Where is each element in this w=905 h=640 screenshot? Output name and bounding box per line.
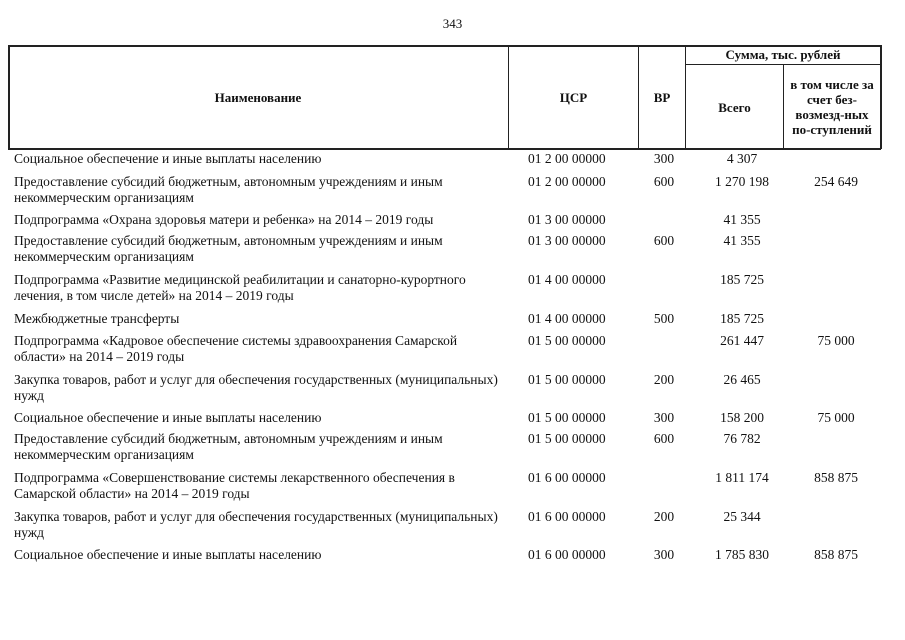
row-vr: 500	[653, 311, 675, 326]
row-name: Подпрограмма «Развитие медицинской реабилитации и санаторно-курортного лечения, в том числе детей» на 2014 – 2019 годы	[14, 272, 466, 303]
row-csr: 01 2 00 00000	[528, 174, 606, 189]
row-total: 158 200	[720, 410, 764, 425]
header-vr: ВР	[653, 89, 671, 105]
row-total: 185 725	[720, 272, 764, 287]
row-csr: 01 6 00 00000	[528, 509, 606, 524]
header-incl-free: в том числе за счет без-возмезд-ных по-ступлений	[790, 77, 874, 137]
row-total: 41 355	[723, 233, 761, 248]
row-csr: 01 4 00 00000	[528, 311, 606, 326]
header-sum: Сумма, тыс. рублей	[725, 47, 841, 62]
row-csr: 01 3 00 00000	[528, 212, 606, 227]
row-vr: 300	[653, 410, 675, 425]
header-csr: ЦСР	[559, 89, 588, 105]
row-csr: 01 6 00 00000	[528, 547, 606, 562]
row-free: 858 875	[814, 470, 858, 485]
row-csr: 01 2 00 00000	[528, 151, 606, 166]
row-total: 1 785 830	[715, 547, 769, 562]
row-vr: 200	[653, 372, 675, 387]
row-free: 75 000	[817, 333, 855, 348]
header-name: Наименование	[214, 89, 302, 105]
row-total: 1 811 174	[715, 470, 769, 485]
row-total: 4 307	[726, 151, 758, 166]
row-vr: 600	[653, 233, 675, 248]
row-csr: 01 5 00 00000	[528, 333, 606, 348]
row-total: 76 782	[723, 431, 761, 446]
row-name: Социальное обеспечение и иные выплаты населению	[14, 410, 322, 425]
row-free: 75 000	[817, 410, 855, 425]
row-vr: 300	[653, 547, 675, 562]
row-csr: 01 5 00 00000	[528, 431, 606, 446]
row-vr: 300	[653, 151, 675, 166]
row-name: Подпрограмма «Охрана здоровья матери и ребенка» на 2014 – 2019 годы	[14, 212, 434, 227]
row-name: Предоставление субсидий бюджетным, автономным учреждениям и иным некоммерческим организациям	[14, 233, 443, 264]
row-name: Социальное обеспечение и иные выплаты населению	[14, 151, 322, 166]
row-csr: 01 5 00 00000	[528, 372, 606, 387]
row-vr: 600	[653, 431, 675, 446]
row-total: 1 270 198	[715, 174, 769, 189]
row-name: Подпрограмма «Кадровое обеспечение системы здравоохранения Самарской области» на 2014 – 2019 годы	[14, 333, 458, 364]
row-csr: 01 5 00 00000	[528, 410, 606, 425]
row-total: 26 465	[723, 372, 761, 387]
row-name: Предоставление субсидий бюджетным, автономным учреждениям и иным некоммерческим организациям	[14, 174, 443, 205]
row-total: 185 725	[720, 311, 764, 326]
row-csr: 01 6 00 00000	[528, 470, 606, 485]
row-csr: 01 3 00 00000	[528, 233, 606, 248]
row-total: 261 447	[720, 333, 764, 348]
row-name: Межбюджетные трансферты	[14, 311, 180, 326]
row-name: Подпрограмма «Совершенствование системы лекарственного обеспечения в Самарской области» на 2014 – 2019 годы	[14, 470, 455, 501]
row-total: 25 344	[723, 509, 761, 524]
row-vr: 600	[653, 174, 675, 189]
header-total: Всего	[718, 99, 751, 115]
row-name: Закупка товаров, работ и услуг для обеспечения государственных (муниципальных) нужд	[14, 509, 498, 540]
row-name: Закупка товаров, работ и услуг для обеспечения государственных (муниципальных) нужд	[14, 372, 498, 403]
page-number: 343	[442, 16, 463, 31]
row-csr: 01 4 00 00000	[528, 272, 606, 287]
row-vr: 200	[653, 509, 675, 524]
row-name: Социальное обеспечение и иные выплаты населению	[14, 547, 322, 562]
row-free: 858 875	[814, 547, 858, 562]
row-total: 41 355	[723, 212, 761, 227]
row-free: 254 649	[814, 174, 858, 189]
row-name: Предоставление субсидий бюджетным, автономным учреждениям и иным некоммерческим организациям	[14, 431, 443, 462]
